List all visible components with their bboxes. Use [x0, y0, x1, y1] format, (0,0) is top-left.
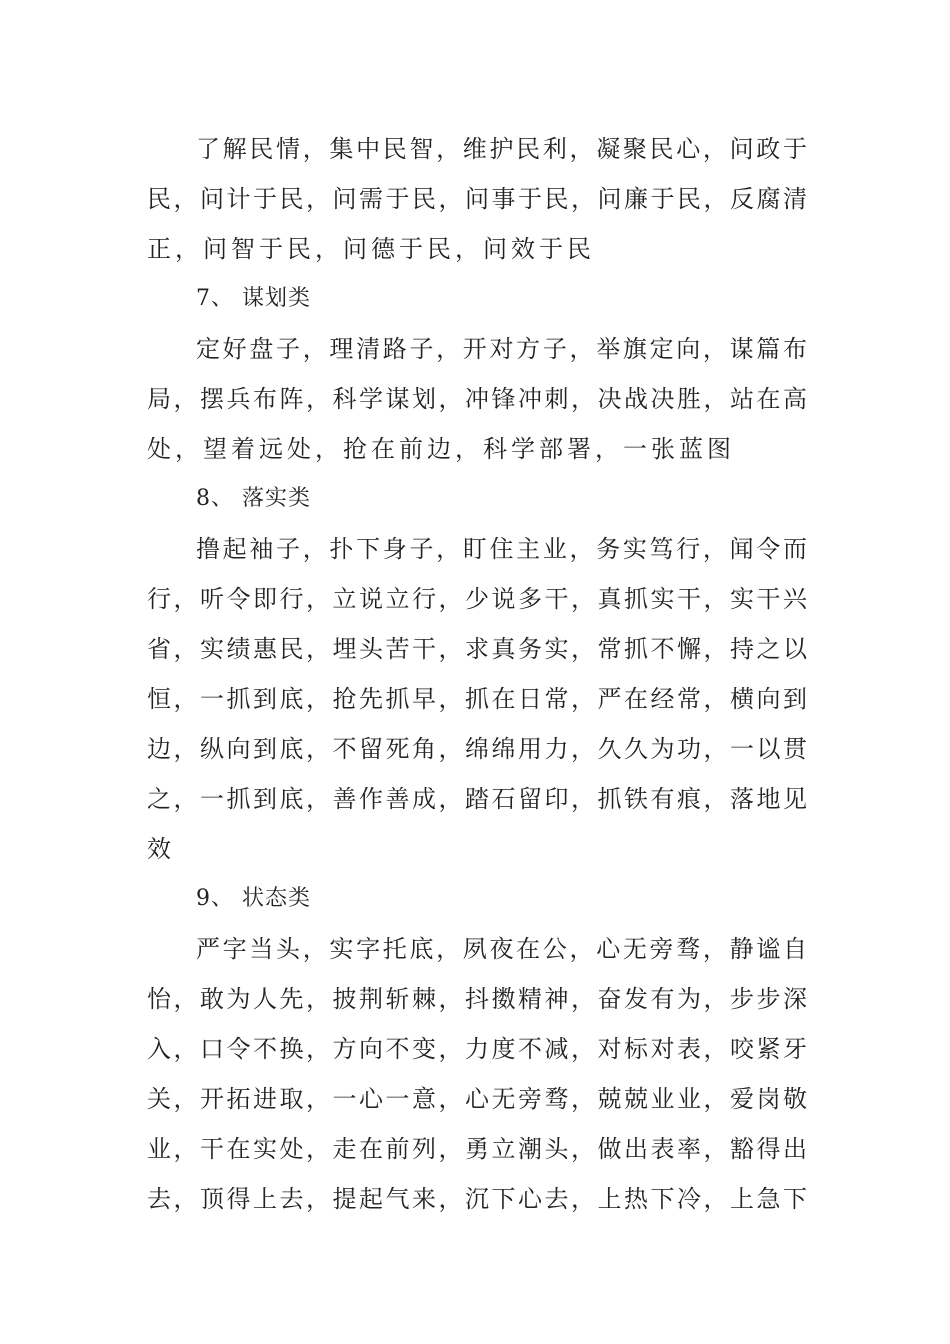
paragraph-line: 行，听令即行，立说立行，少说多干，真抓实干，实干兴 [147, 585, 810, 613]
paragraph-line: 正，问智于民，问德于民，问效于民 [147, 235, 595, 263]
paragraph-line: 定好盘子，理清路子，开对方子，举旗定向，谋篇布 [196, 335, 810, 363]
paragraph-line: 怡，敢为人先，披荆斩棘，抖擞精神，奋发有为，步步深 [147, 985, 810, 1013]
paragraph-line: 省，实绩惠民，埋头苦干，求真务实，常抓不懈，持之以 [147, 635, 810, 663]
paragraph-line: 局，摆兵布阵，科学谋划，冲锋冲刺，决战决胜，站在高 [147, 385, 810, 413]
paragraph-line: 边，纵向到底，不留死角，绵绵用力，久久为功，一以贯 [147, 735, 810, 763]
paragraph-line: 撸起袖子，扑下身子，盯住主业，务实笃行，闻令而 [196, 535, 810, 563]
paragraph-line: 效 [147, 835, 175, 863]
paragraph-line: 去，顶得上去，提起气来，沉下心去，上热下冷，上急下 [147, 1185, 810, 1213]
paragraph-line: 处，望着远处，抢在前边，科学部署，一张蓝图 [147, 435, 735, 463]
paragraph-line: 入，口令不换，方向不变，力度不减，对标对表，咬紧牙 [147, 1035, 810, 1063]
paragraph-line: 关，开拓进取，一心一意，心无旁骛，兢兢业业，爱岗敬 [147, 1085, 810, 1113]
paragraph-line: 了解民情，集中民智，维护民利，凝聚民心，问政于 [196, 135, 810, 163]
section-heading: 8、 落实类 [196, 486, 311, 511]
paragraph-line: 之，一抓到底，善作善成，踏石留印，抓铁有痕，落地见 [147, 785, 810, 813]
paragraph-line: 业，干在实处，走在前列，勇立潮头，做出表率，豁得出 [147, 1135, 810, 1163]
paragraph-line: 恒，一抓到底，抢先抓早，抓在日常，严在经常，横向到 [147, 685, 810, 713]
paragraph-line: 严字当头，实字托底，夙夜在公，心无旁骛，静谧自 [196, 935, 810, 963]
paragraph-line: 民，问计于民，问需于民，问事于民，问廉于民，反腐清 [147, 185, 810, 213]
section-heading: 7、 谋划类 [196, 286, 311, 311]
section-heading: 9、 状态类 [196, 886, 311, 911]
